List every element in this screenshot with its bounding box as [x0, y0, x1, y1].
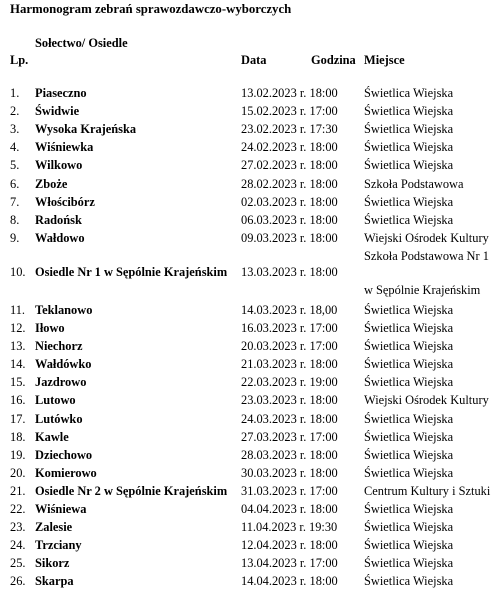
- table-row: [0, 231, 496, 249]
- row-name: Osiedle Nr 1 w Sępólnie Krajeńskim: [35, 264, 228, 279]
- row-place: Świetlica Wiejska: [364, 375, 454, 390]
- row-place: Świetlica Wiejska: [364, 447, 454, 462]
- row-name: Skarpa: [35, 574, 74, 589]
- table-row: [0, 104, 496, 122]
- table-row: [0, 177, 496, 195]
- row-name: Trzciany: [35, 538, 82, 553]
- row-datetime: 28.03.2023 r. 18:00: [241, 447, 338, 462]
- row-datetime: 13.03.2023 r. 18:00: [241, 264, 338, 279]
- header-miejsce: Miejsce: [364, 53, 405, 67]
- row-lp: 7.: [10, 194, 20, 209]
- row-datetime: 27.02.2023 r. 18:00: [241, 158, 338, 173]
- row-lp: 4.: [10, 140, 20, 155]
- row-place: Świetlica Wiejska: [364, 86, 454, 100]
- header-lp: Lp.: [10, 53, 29, 67]
- row-place: Świetlica Wiejska: [364, 194, 454, 209]
- row-lp: 13.: [10, 339, 26, 354]
- row-name: Wilkowo: [35, 158, 83, 173]
- table-row: [0, 140, 496, 158]
- row-lp: 2.: [10, 104, 20, 119]
- row-name: Zboże: [35, 176, 68, 191]
- row-datetime: 14.03.2023 r. 18,00: [241, 302, 338, 317]
- row-place: Świetlica Wiejska: [364, 321, 454, 335]
- row-datetime: 28.02.2023 r. 18:00: [241, 176, 338, 191]
- row-place: Świetlica Wiejska: [364, 556, 454, 571]
- row-place: Świetlica Wiejska: [364, 104, 454, 119]
- row-datetime: 09.03.2023 r. 18:00: [241, 230, 338, 245]
- row-lp: 14.: [10, 357, 26, 372]
- row-name: Niechorz: [35, 339, 83, 354]
- row-name: Lutowo: [35, 393, 76, 408]
- row-datetime: 12.04.2023 r. 18:00: [241, 538, 338, 553]
- table-row: [0, 248, 496, 297]
- row-datetime: 31.03.2023 r. 17:00: [241, 483, 338, 498]
- header-data: Data: [241, 53, 267, 67]
- table-row: [0, 502, 496, 520]
- row-place: Świetlica Wiejska: [364, 502, 454, 516]
- row-place: Świetlica Wiejska: [364, 465, 454, 480]
- row-name: Radońsk: [35, 212, 82, 227]
- row-lp: 8.: [10, 212, 20, 227]
- row-datetime: 23.02.2023 r. 17:30: [241, 122, 338, 137]
- row-name: Iłowo: [35, 321, 65, 335]
- row-place: Świetlica Wiejska: [364, 339, 454, 354]
- row-datetime: 21.03.2023 r. 18:00: [241, 357, 338, 372]
- row-lp: 12.: [10, 321, 26, 335]
- row-datetime: 27.03.2023 r. 17:00: [241, 429, 338, 444]
- row-place: Świetlica Wiejska: [364, 302, 454, 317]
- row-datetime: 04.04.2023 r. 18:00: [241, 502, 338, 516]
- row-datetime: 24.02.2023 r. 18:00: [241, 140, 338, 155]
- table-row: [0, 484, 496, 502]
- header-godzina: Godzina: [311, 53, 356, 67]
- table-row: [0, 339, 496, 357]
- row-name: Sikorz: [35, 556, 70, 571]
- row-datetime: 11.04.2023 r. 19:30: [241, 520, 338, 535]
- table-row: [0, 574, 496, 592]
- row-lp: 19.: [10, 447, 26, 462]
- row-name: Osiedle Nr 2 w Sępólnie Krajeńskim: [35, 483, 228, 498]
- table-row: [0, 195, 496, 213]
- table-row: [0, 466, 496, 484]
- row-name: Zalesie: [35, 520, 73, 535]
- row-lp: 3.: [10, 122, 20, 137]
- row-place: Świetlica Wiejska: [364, 520, 454, 535]
- row-datetime: 20.03.2023 r. 17:00: [241, 339, 338, 354]
- row-place: Świetlica Wiejska: [364, 574, 454, 589]
- document-title: Harmonogram zebrań sprawozdawczo-wyborczych: [10, 2, 292, 16]
- row-place: Wiejski Ośrodek Kultury: [364, 393, 489, 408]
- row-datetime: 24.03.2023 r. 18:00: [241, 411, 338, 426]
- table-row: [0, 375, 496, 393]
- row-datetime: 23.03.2023 r. 18:00: [241, 393, 338, 408]
- row-place: Świetlica Wiejska: [364, 538, 454, 553]
- row-name: Wiśniewa: [35, 502, 87, 516]
- row-lp: 9.: [10, 230, 20, 245]
- row-place: Centrum Kultury i Sztuki: [364, 483, 491, 498]
- row-lp: 15.: [10, 375, 26, 390]
- row-name: Wałdówko: [35, 357, 92, 372]
- row-place: Świetlica Wiejska: [364, 429, 454, 444]
- row-name: Wiśniewka: [35, 140, 94, 155]
- row-name: Wałdowo: [35, 230, 85, 245]
- row-place: Świetlica Wiejska: [364, 212, 454, 227]
- row-lp: 23.: [10, 520, 26, 535]
- row-lp: 26.: [10, 574, 26, 589]
- row-place-line2: w Sępólnie Krajeńskim: [364, 282, 481, 297]
- row-name: Piaseczno: [35, 86, 87, 100]
- row-name: Kawle: [35, 429, 69, 444]
- row-place: Szkoła Podstawowa Nr 1: [364, 248, 489, 263]
- row-datetime: 30.03.2023 r. 18:00: [241, 465, 338, 480]
- row-datetime: 15.02.2023 r. 17:00: [241, 104, 338, 119]
- row-place: Świetlica Wiejska: [364, 140, 454, 155]
- row-place: Świetlica Wiejska: [364, 122, 454, 137]
- row-lp: 17.: [10, 411, 26, 426]
- row-place: Świetlica Wiejska: [364, 411, 454, 426]
- table-row: [0, 86, 496, 104]
- header-solectwo: Sołectwo/ Osiedle: [35, 36, 128, 50]
- row-name: Lutówko: [35, 411, 83, 426]
- table-row: [0, 303, 496, 321]
- table-row: [0, 430, 496, 448]
- row-lp: 18.: [10, 429, 26, 444]
- row-lp: 5.: [10, 158, 20, 173]
- table-row: [0, 357, 496, 375]
- row-lp: 1.: [10, 86, 20, 100]
- row-datetime: 22.03.2023 r. 19:00: [241, 375, 338, 390]
- table-row: [0, 520, 496, 538]
- row-datetime: 13.02.2023 r. 18:00: [241, 86, 338, 100]
- row-datetime: 06.03.2023 r. 18:00: [241, 212, 338, 227]
- table-row: [0, 321, 496, 339]
- row-name: Dziechowo: [35, 447, 93, 462]
- table-row: [0, 448, 496, 466]
- row-datetime: 14.04.2023 r. 18:00: [241, 574, 338, 589]
- row-datetime: 16.03.2023 r. 17:00: [241, 321, 338, 335]
- row-lp: 22.: [10, 502, 26, 516]
- table-row: [0, 158, 496, 176]
- row-name: Wysoka Krajeńska: [35, 122, 137, 137]
- row-lp: 24.: [10, 538, 26, 553]
- row-lp: 20.: [10, 465, 26, 480]
- row-lp: 21.: [10, 483, 26, 498]
- row-name: Teklanowo: [35, 302, 93, 317]
- table-row: [0, 213, 496, 231]
- row-datetime: 13.04.2023 r. 17:00: [241, 556, 338, 571]
- table-row: [0, 393, 496, 411]
- table-row: [0, 556, 496, 574]
- row-name: Jazdrowo: [35, 375, 87, 390]
- row-lp: 25.: [10, 556, 26, 571]
- row-name: Komierowo: [35, 465, 97, 480]
- row-lp: 16.: [10, 393, 26, 408]
- row-lp: 10.: [10, 264, 26, 279]
- table-row: [0, 538, 496, 556]
- table-row: [0, 412, 496, 430]
- row-name: Świdwie: [35, 104, 80, 119]
- row-place: Szkoła Podstawowa: [364, 176, 464, 191]
- row-lp: 11.: [10, 302, 26, 317]
- row-place: Świetlica Wiejska: [364, 357, 454, 372]
- row-datetime: 02.03.2023 r. 18:00: [241, 194, 338, 209]
- row-place: Wiejski Ośrodek Kultury: [364, 230, 489, 245]
- row-lp: 6.: [10, 176, 20, 191]
- row-name: Włościbórz: [35, 194, 95, 209]
- row-place: Świetlica Wiejska: [364, 158, 454, 173]
- table-row: [0, 122, 496, 140]
